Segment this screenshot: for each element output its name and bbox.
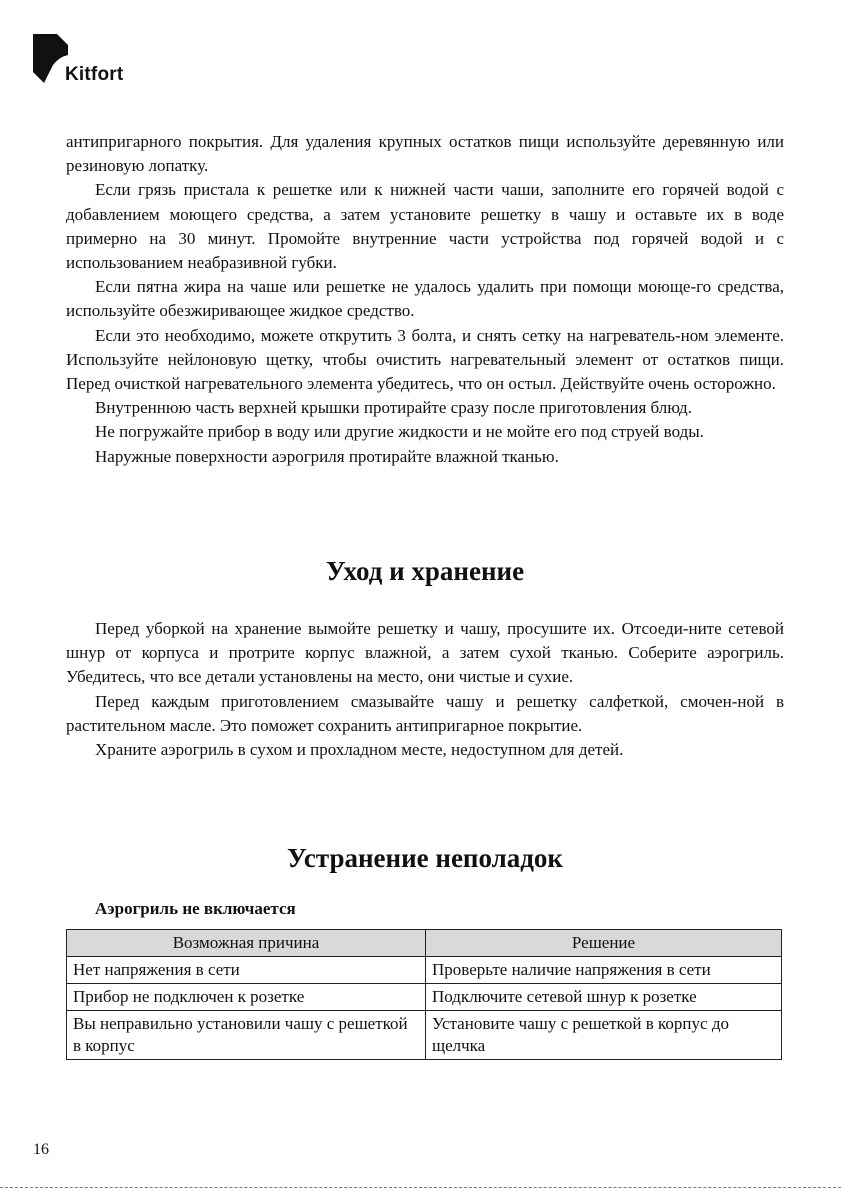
cause-cell: Прибор не подключен к розетке [67,984,426,1011]
troubleshooting-subheading: Аэрогриль не включается [95,899,296,918]
storage-paragraph: Перед каждым приготовлением смазывайте чашу и решетку салфеткой, смочен-ной в растительном масле. Это поможет сохранить антипригарное покрытие. [66,691,784,735]
brand-name: Kitfort [65,64,124,85]
solution-cell: Установите чашу с решеткой в корпус до щелчка [426,1011,782,1060]
cause-cell: Нет напряжения в сети [67,957,426,984]
care-paragraph: Не погружайте прибор в воду или другие жидкости и не мойте его под струей воды. [95,422,704,442]
column-header-solution: Решение [426,930,782,957]
cause-cell: Вы неправильно установили чашу с решеткой в корпус [67,1011,426,1060]
care-paragraph: Внутреннюю часть верхней крышки протирайте сразу после приготовления блюд. [95,398,692,418]
care-paragraph: Если пятна жира на чаше или решетке не удалось удалить при помощи моюще-го средства, используйте обезжиривающее жидкое средство. [66,277,784,321]
solution-cell: Проверьте наличие напряжения в сети [426,957,782,984]
care-paragraph: Если грязь пристала к решетке или к нижней части чаши, заполните его горячей водой с добавлением моющего средства, а затем установите решетку в чашу и оставьте их в воде примерно на 30 минут. Промойте внутренние части устройства под горячей водой и с использованием неабразивной губки. [66,180,784,273]
page-number: 16 [33,1141,49,1158]
storage-heading: Уход и хранение [325,556,525,586]
troubleshooting-heading: Устранение неполадок [287,843,563,873]
kitfort-logo-icon [33,34,69,84]
table-row [67,957,782,984]
care-section [66,130,784,469]
brand-logo [33,34,143,86]
care-paragraph: Если это необходимо, можете открутить 3 болта, и снять сетку на нагреватель-ном элементе. Используйте нейлоновую щетку, чтобы очистить нагревательный элемент от остатков пищи. Перед очисткой нагревательного элемента убедитесь, что он остыл. Действуйте очень осторожно. [66,325,784,394]
care-paragraph: антипригарного покрытия. Для удаления крупных остатков пищи используйте деревянную или резиновую лопатку. [66,132,784,176]
troubleshooting-table [66,929,782,1060]
care-paragraph: Наружные поверхности аэрогриля протирайте влажной тканью. [95,446,559,466]
storage-section [66,617,784,762]
solution-cell: Подключите сетевой шнур к розетке [426,984,782,1011]
storage-paragraph: Храните аэрогриль в сухом и прохладном месте, недоступном для детей. [95,740,624,760]
page-bottom-divider [0,1187,841,1188]
table-row [67,984,782,1011]
table-header-row [67,930,782,957]
storage-paragraph: Перед уборкой на хранение вымойте решетку и чашу, просушите их. Отсоеди-ните сетевой шнур от корпуса и протрите корпус влажной, а затем сухой тканью. Соберите аэрогриль. Убедитесь, что все детали установлены на место, они чистые и сухие. [66,619,784,687]
table-row [67,1011,782,1060]
column-header-cause: Возможная причина [67,930,426,957]
